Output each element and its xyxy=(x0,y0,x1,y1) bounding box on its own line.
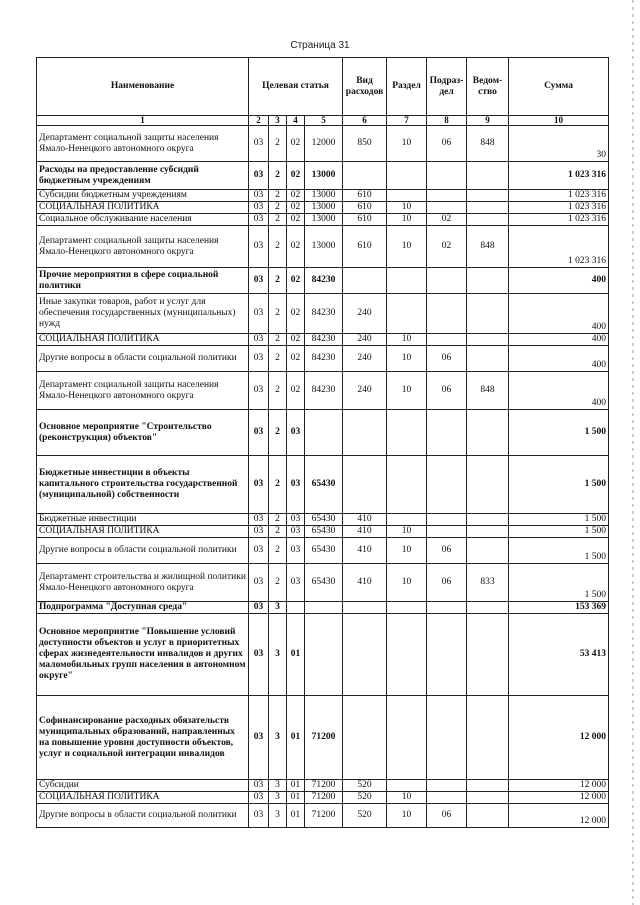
target-code-2: 2 xyxy=(269,214,287,226)
col-number: 9 xyxy=(467,116,509,126)
table-body xyxy=(37,126,609,828)
target-code-4: 71200 xyxy=(305,804,343,828)
table-row xyxy=(37,696,609,780)
target-code-4: 65430 xyxy=(305,526,343,538)
target-code-2: 2 xyxy=(269,162,287,190)
target-code-3: 03 xyxy=(287,514,305,526)
table-row xyxy=(37,602,609,614)
department-cell xyxy=(467,696,509,780)
department-cell xyxy=(467,538,509,564)
target-code-2: 3 xyxy=(269,696,287,780)
target-code-4: 65430 xyxy=(305,514,343,526)
subsection-cell: 06 xyxy=(427,346,467,372)
header-sum: Сумма xyxy=(509,58,609,116)
expense-type-cell xyxy=(343,162,387,190)
target-code-4: 84230 xyxy=(305,346,343,372)
subsection-cell xyxy=(427,696,467,780)
scan-edge xyxy=(632,0,634,905)
subsection-cell xyxy=(427,526,467,538)
sum-cell: 1 023 316 xyxy=(509,202,609,214)
subsection-cell xyxy=(427,410,467,456)
department-cell xyxy=(467,334,509,346)
target-code-2: 2 xyxy=(269,410,287,456)
section-cell xyxy=(387,602,427,614)
sum-cell: 12 000 xyxy=(509,804,609,828)
target-code-3: 02 xyxy=(287,162,305,190)
target-code-2: 2 xyxy=(269,334,287,346)
subsection-cell xyxy=(427,780,467,792)
subsection-cell xyxy=(427,792,467,804)
header-subsection: Подраз-дел xyxy=(427,58,467,116)
table-row xyxy=(37,614,609,696)
col-number: 10 xyxy=(509,116,609,126)
target-code-1: 03 xyxy=(249,792,269,804)
target-code-3: 02 xyxy=(287,190,305,202)
table-row xyxy=(37,538,609,564)
target-code-1: 03 xyxy=(249,346,269,372)
target-code-3: 02 xyxy=(287,372,305,410)
table-row xyxy=(37,202,609,214)
section-cell xyxy=(387,614,427,696)
expense-type-cell: 410 xyxy=(343,514,387,526)
department-cell xyxy=(467,202,509,214)
table-row xyxy=(37,780,609,792)
department-cell xyxy=(467,514,509,526)
section-cell: 10 xyxy=(387,372,427,410)
target-code-2: 2 xyxy=(269,526,287,538)
section-cell: 10 xyxy=(387,564,427,602)
target-code-1: 03 xyxy=(249,202,269,214)
table-row xyxy=(37,268,609,294)
expense-type-cell: 240 xyxy=(343,334,387,346)
target-code-2: 2 xyxy=(269,456,287,514)
target-code-4: 84230 xyxy=(305,268,343,294)
target-code-1: 03 xyxy=(249,696,269,780)
target-code-4: 65430 xyxy=(305,456,343,514)
target-code-1: 03 xyxy=(249,190,269,202)
section-cell xyxy=(387,410,427,456)
target-code-2: 3 xyxy=(269,614,287,696)
target-code-1: 03 xyxy=(249,372,269,410)
target-code-2: 3 xyxy=(269,792,287,804)
expense-type-cell: 240 xyxy=(343,294,387,334)
expense-type-cell: 850 xyxy=(343,126,387,162)
target-code-1: 03 xyxy=(249,804,269,828)
subsection-cell xyxy=(427,614,467,696)
department-cell xyxy=(467,526,509,538)
target-code-3: 02 xyxy=(287,126,305,162)
department-cell xyxy=(467,214,509,226)
target-code-3: 03 xyxy=(287,410,305,456)
expense-type-cell xyxy=(343,410,387,456)
row-name: Расходы на предоставление субсидий бюджетным учреждениям xyxy=(37,162,249,190)
budget-table xyxy=(36,57,609,828)
table-row xyxy=(37,514,609,526)
target-code-1: 03 xyxy=(249,214,269,226)
sum-cell: 1 023 316 xyxy=(509,226,609,268)
target-code-4: 65430 xyxy=(305,538,343,564)
sum-cell: 1 500 xyxy=(509,538,609,564)
department-cell xyxy=(467,346,509,372)
sum-cell: 1 500 xyxy=(509,410,609,456)
department-cell: 848 xyxy=(467,372,509,410)
sum-cell: 1 500 xyxy=(509,526,609,538)
department-cell xyxy=(467,602,509,614)
row-name: Социальное обслуживание населения xyxy=(37,214,249,226)
sum-cell: 30 xyxy=(509,126,609,162)
department-cell xyxy=(467,792,509,804)
section-cell xyxy=(387,162,427,190)
sum-cell: 53 413 xyxy=(509,614,609,696)
row-name: Бюджетные инвестиции xyxy=(37,514,249,526)
target-code-3: 02 xyxy=(287,268,305,294)
target-code-3: 01 xyxy=(287,780,305,792)
target-code-2: 2 xyxy=(269,268,287,294)
subsection-cell: 06 xyxy=(427,564,467,602)
table-row xyxy=(37,372,609,410)
section-cell: 10 xyxy=(387,202,427,214)
target-code-3: 01 xyxy=(287,696,305,780)
subsection-cell: 02 xyxy=(427,214,467,226)
subsection-cell: 06 xyxy=(427,372,467,410)
section-cell xyxy=(387,514,427,526)
sum-cell: 153 369 xyxy=(509,602,609,614)
target-code-3: 02 xyxy=(287,334,305,346)
target-code-1: 03 xyxy=(249,456,269,514)
header-expense-type: Вид расходов xyxy=(343,58,387,116)
table-row xyxy=(37,804,609,828)
section-cell: 10 xyxy=(387,214,427,226)
expense-type-cell: 610 xyxy=(343,226,387,268)
row-name: Департамент социальной защиты населения Ямало-Ненецкого автономного округа xyxy=(37,126,249,162)
sum-cell: 1 500 xyxy=(509,456,609,514)
col-number: 2 xyxy=(249,116,269,126)
col-number: 4 xyxy=(287,116,305,126)
target-code-3: 03 xyxy=(287,564,305,602)
expense-type-cell xyxy=(343,696,387,780)
sum-cell: 1 023 316 xyxy=(509,162,609,190)
col-number: 8 xyxy=(427,116,467,126)
target-code-1: 03 xyxy=(249,780,269,792)
target-code-3: 02 xyxy=(287,226,305,268)
expense-type-cell: 610 xyxy=(343,202,387,214)
row-name: Софинансирование расходных обязательств муниципальных образований, направленных на повышение уровня доступности объектов, услуг и социальной интеграции инвалидов xyxy=(37,696,249,780)
table-row xyxy=(37,456,609,514)
target-code-3: 01 xyxy=(287,804,305,828)
table-row xyxy=(37,190,609,202)
target-code-4: 12000 xyxy=(305,126,343,162)
row-name: Субсидии xyxy=(37,780,249,792)
target-code-1: 03 xyxy=(249,614,269,696)
sum-cell: 1 023 316 xyxy=(509,190,609,202)
row-name: Прочие мероприятия в сфере социальной политики xyxy=(37,268,249,294)
department-cell xyxy=(467,268,509,294)
sum-cell: 1 023 316 xyxy=(509,214,609,226)
section-cell: 10 xyxy=(387,126,427,162)
section-cell: 10 xyxy=(387,226,427,268)
header-section: Раздел xyxy=(387,58,427,116)
section-cell: 10 xyxy=(387,792,427,804)
target-code-2: 2 xyxy=(269,372,287,410)
table-row xyxy=(37,126,609,162)
row-name: Основное мероприятие "Строительство (реконструкция) объектов" xyxy=(37,410,249,456)
subsection-cell: 02 xyxy=(427,226,467,268)
expense-type-cell: 410 xyxy=(343,538,387,564)
target-code-4: 13000 xyxy=(305,202,343,214)
target-code-4: 71200 xyxy=(305,780,343,792)
header-target-article: Целевая статья xyxy=(249,58,343,116)
department-cell: 848 xyxy=(467,226,509,268)
target-code-4: 71200 xyxy=(305,792,343,804)
row-name: СОЦИАЛЬНАЯ ПОЛИТИКА xyxy=(37,526,249,538)
target-code-4: 84230 xyxy=(305,334,343,346)
target-code-4: 13000 xyxy=(305,214,343,226)
target-code-1: 03 xyxy=(249,410,269,456)
sum-cell: 400 xyxy=(509,268,609,294)
section-cell: 10 xyxy=(387,346,427,372)
col-number: 7 xyxy=(387,116,427,126)
table-row xyxy=(37,526,609,538)
target-code-1: 03 xyxy=(249,334,269,346)
table-row xyxy=(37,410,609,456)
target-code-2: 2 xyxy=(269,202,287,214)
target-code-1: 03 xyxy=(249,514,269,526)
sum-cell: 400 xyxy=(509,334,609,346)
subsection-cell xyxy=(427,334,467,346)
section-cell xyxy=(387,456,427,514)
target-code-4: 13000 xyxy=(305,226,343,268)
row-name: Другие вопросы в области социальной политики xyxy=(37,804,249,828)
target-code-1: 03 xyxy=(249,126,269,162)
row-name: Другие вопросы в области социальной политики xyxy=(37,346,249,372)
subsection-cell xyxy=(427,202,467,214)
target-code-4 xyxy=(305,602,343,614)
target-code-1: 03 xyxy=(249,602,269,614)
target-code-2: 2 xyxy=(269,294,287,334)
target-code-4: 84230 xyxy=(305,372,343,410)
section-cell: 10 xyxy=(387,526,427,538)
column-number-row xyxy=(37,116,609,126)
sum-cell: 1 500 xyxy=(509,514,609,526)
target-code-3: 02 xyxy=(287,346,305,372)
department-cell xyxy=(467,804,509,828)
table-row xyxy=(37,564,609,602)
target-code-2: 3 xyxy=(269,804,287,828)
row-name: СОЦИАЛЬНАЯ ПОЛИТИКА xyxy=(37,202,249,214)
expense-type-cell: 240 xyxy=(343,372,387,410)
target-code-1: 03 xyxy=(249,526,269,538)
target-code-3: 03 xyxy=(287,538,305,564)
target-code-4 xyxy=(305,614,343,696)
page-number: Страница 31 xyxy=(290,40,350,51)
expense-type-cell: 410 xyxy=(343,564,387,602)
target-code-2: 2 xyxy=(269,564,287,602)
department-cell xyxy=(467,294,509,334)
target-code-1: 03 xyxy=(249,162,269,190)
target-code-3: 02 xyxy=(287,214,305,226)
department-cell xyxy=(467,410,509,456)
table-row xyxy=(37,214,609,226)
department-cell: 848 xyxy=(467,126,509,162)
target-code-2: 3 xyxy=(269,602,287,614)
subsection-cell: 06 xyxy=(427,126,467,162)
target-code-1: 03 xyxy=(249,268,269,294)
target-code-4: 71200 xyxy=(305,696,343,780)
header-name: Наименование xyxy=(37,58,249,116)
sum-cell: 1 500 xyxy=(509,564,609,602)
department-cell xyxy=(467,162,509,190)
expense-type-cell: 610 xyxy=(343,214,387,226)
expense-type-cell xyxy=(343,602,387,614)
table-row xyxy=(37,334,609,346)
expense-type-cell xyxy=(343,456,387,514)
target-code-4 xyxy=(305,410,343,456)
department-cell xyxy=(467,614,509,696)
expense-type-cell: 410 xyxy=(343,526,387,538)
target-code-4: 13000 xyxy=(305,162,343,190)
target-code-2: 2 xyxy=(269,538,287,564)
section-cell: 10 xyxy=(387,334,427,346)
target-code-1: 03 xyxy=(249,538,269,564)
section-cell xyxy=(387,294,427,334)
expense-type-cell xyxy=(343,268,387,294)
header-row xyxy=(37,58,609,116)
table-row xyxy=(37,226,609,268)
row-name: Иные закупки товаров, работ и услуг для обеспечения государственных (муниципальных) нужд xyxy=(37,294,249,334)
target-code-3: 03 xyxy=(287,526,305,538)
expense-type-cell: 240 xyxy=(343,346,387,372)
sum-cell: 12 000 xyxy=(509,780,609,792)
department-cell: 833 xyxy=(467,564,509,602)
sum-cell: 400 xyxy=(509,372,609,410)
row-name: Другие вопросы в области социальной политики xyxy=(37,538,249,564)
target-code-3: 03 xyxy=(287,456,305,514)
row-name: Основное мероприятие "Повышение условий доступности объектов и услуг в приоритетных сферах жизнедеятельности инвалидов и других маломобильных групп населения в автономном округе" xyxy=(37,614,249,696)
subsection-cell: 06 xyxy=(427,538,467,564)
expense-type-cell xyxy=(343,614,387,696)
section-cell xyxy=(387,268,427,294)
department-cell xyxy=(467,190,509,202)
target-code-2: 2 xyxy=(269,226,287,268)
target-code-4: 65430 xyxy=(305,564,343,602)
target-code-1: 03 xyxy=(249,226,269,268)
target-code-2: 2 xyxy=(269,514,287,526)
expense-type-cell: 520 xyxy=(343,804,387,828)
table-row xyxy=(37,294,609,334)
row-name: Субсидии бюджетным учреждениям xyxy=(37,190,249,202)
col-number: 1 xyxy=(37,116,249,126)
target-code-3: 01 xyxy=(287,792,305,804)
subsection-cell xyxy=(427,190,467,202)
target-code-2: 2 xyxy=(269,346,287,372)
row-name: Департамент социальной защиты населения Ямало-Ненецкого автономного округа xyxy=(37,372,249,410)
target-code-1: 03 xyxy=(249,564,269,602)
table-row xyxy=(37,792,609,804)
target-code-2: 3 xyxy=(269,780,287,792)
target-code-4: 13000 xyxy=(305,190,343,202)
row-name: СОЦИАЛЬНАЯ ПОЛИТИКА xyxy=(37,334,249,346)
expense-type-cell: 610 xyxy=(343,190,387,202)
department-cell xyxy=(467,780,509,792)
col-number: 6 xyxy=(343,116,387,126)
subsection-cell xyxy=(427,602,467,614)
subsection-cell xyxy=(427,514,467,526)
sum-cell: 400 xyxy=(509,294,609,334)
row-name: СОЦИАЛЬНАЯ ПОЛИТИКА xyxy=(37,792,249,804)
section-cell xyxy=(387,696,427,780)
subsection-cell xyxy=(427,456,467,514)
department-cell xyxy=(467,456,509,514)
sum-cell: 12 000 xyxy=(509,792,609,804)
col-number: 3 xyxy=(269,116,287,126)
target-code-3: 02 xyxy=(287,294,305,334)
row-name: Бюджетные инвестиции в объекты капитального строительства государственной (муниципальной) собственности xyxy=(37,456,249,514)
col-number: 5 xyxy=(305,116,343,126)
section-cell xyxy=(387,780,427,792)
row-name: Департамент строительства и жилищной политики Ямало-Ненецкого автономного округа xyxy=(37,564,249,602)
target-code-1: 03 xyxy=(249,294,269,334)
target-code-2: 2 xyxy=(269,190,287,202)
target-code-2: 2 xyxy=(269,126,287,162)
section-cell xyxy=(387,190,427,202)
subsection-cell xyxy=(427,294,467,334)
subsection-cell: 06 xyxy=(427,804,467,828)
row-name: Подпрограмма "Доступная среда" xyxy=(37,602,249,614)
table-row xyxy=(37,162,609,190)
subsection-cell xyxy=(427,268,467,294)
sum-cell: 400 xyxy=(509,346,609,372)
expense-type-cell: 520 xyxy=(343,780,387,792)
subsection-cell xyxy=(427,162,467,190)
expense-type-cell: 520 xyxy=(343,792,387,804)
section-cell: 10 xyxy=(387,538,427,564)
target-code-3: 02 xyxy=(287,202,305,214)
row-name: Департамент социальной защиты населения Ямало-Ненецкого автономного округа xyxy=(37,226,249,268)
target-code-3 xyxy=(287,602,305,614)
table-row xyxy=(37,346,609,372)
target-code-3: 01 xyxy=(287,614,305,696)
section-cell: 10 xyxy=(387,804,427,828)
sum-cell: 12 000 xyxy=(509,696,609,780)
target-code-4: 84230 xyxy=(305,294,343,334)
header-department: Ведом-ство xyxy=(467,58,509,116)
